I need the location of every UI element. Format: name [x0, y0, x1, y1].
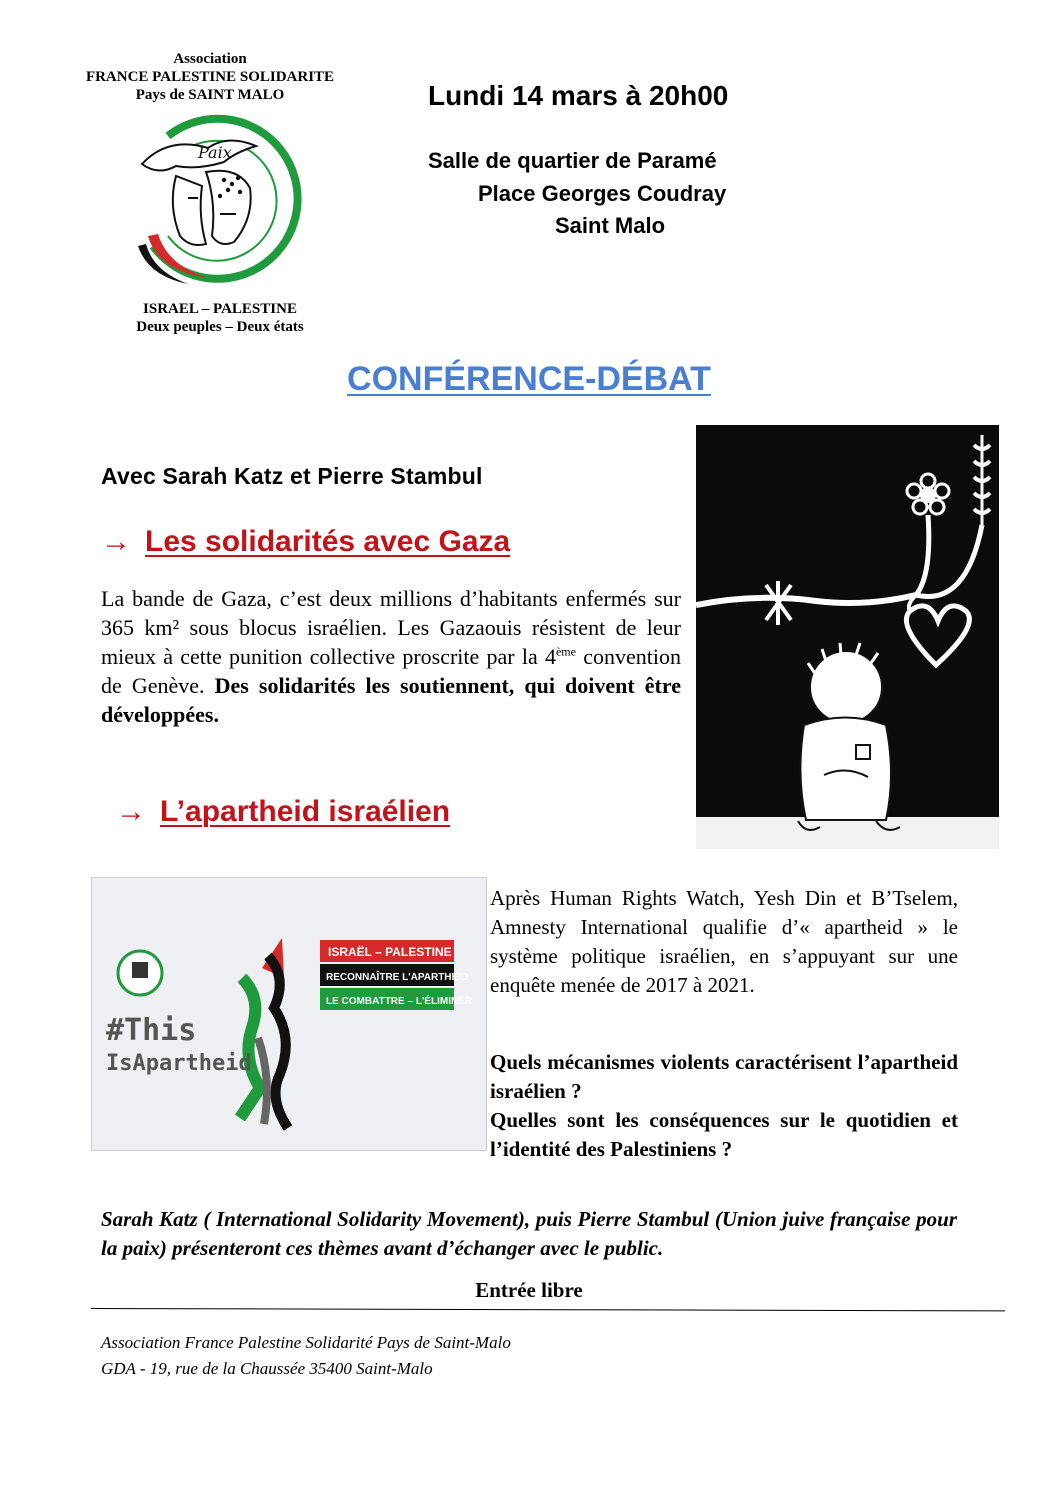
logo-footer-line: Deux peuples – Deux états — [136, 319, 304, 335]
section-heading-text: Les solidarités avec Gaza — [145, 525, 511, 558]
venue-line: Saint Malo — [555, 213, 666, 238]
page-title-text: CONFÉRENCE-DÉBAT — [347, 360, 711, 398]
poster-banner-line: LE COMBATTRE – L'ÉLIMINER — [326, 996, 473, 1007]
poster-hashtag-line: IsApartheid — [106, 1051, 252, 1076]
apartheid-paragraph: Après Human Rights Watch, Yesh Din et B’Tselem, Amnesty International qualifie d’« apartheid » le système politique israélien, en s’appuyant sur une enquête menée de 2017 à 2021. — [490, 886, 958, 997]
question: Quelles sont les conséquences sur le quotidien et l’identité des Palestiniens ? — [490, 1108, 958, 1161]
afps-logo-emblem — [128, 106, 306, 286]
page-title — [0, 360, 1058, 399]
footer — [101, 1330, 511, 1382]
superscript: ème — [555, 644, 576, 659]
question: Quels mécanismes violents caractérisent l’apartheid israélien ? — [490, 1050, 958, 1103]
poster-banner-line: RECONNAÎTRE L'APARTHEID — [326, 972, 469, 983]
gaza-text: convention de Genève. — [101, 644, 681, 698]
arrow-right-icon: → — [101, 525, 131, 558]
logo-footer — [120, 300, 320, 336]
closing-paragraph: Sarah Katz ( International Solidarity Movement), puis Pierre Stambul (Union juive française pour la paix) présenteront ces thèmes avant d’échanger avec le public. — [101, 1207, 957, 1260]
venue-line: Salle de quartier de Paramé — [428, 148, 717, 173]
entry-note: Entrée libre — [475, 1278, 583, 1302]
venue-line: Place Georges Coudray — [478, 181, 727, 206]
gaza-text: La bande de Gaza, c’est deux millions d’habitants enfermés sur 365 km² sous blocus israélien. Les Gazaouis résistent de leur mieux à cette punition collective proscrite par la 4 — [101, 586, 681, 669]
apartheid-questions — [490, 1048, 958, 1164]
this-is-apartheid-poster — [91, 877, 487, 1151]
section-heading-gaza — [101, 525, 510, 559]
logo-header-line: FRANCE PALESTINE SOLIDARITE — [85, 69, 335, 85]
poster-hashtag-line: #This — [106, 1013, 197, 1048]
gaza-paragraph — [101, 584, 681, 729]
logo-footer-line: ISRAEL – PALESTINE — [143, 301, 297, 317]
event-date: Lundi 14 mars à 20h00 — [428, 80, 729, 111]
logo-header-line: Association — [173, 51, 247, 67]
handala-illustration — [696, 425, 999, 849]
logo-header — [80, 50, 340, 104]
speakers-line: Avec Sarah Katz et Pierre Stambul — [101, 463, 483, 489]
footer-line: GDA - 19, rue de la Chaussée 35400 Saint-Malo — [101, 1359, 433, 1378]
poster-banner-line: ISRAËL – PALESTINE — [328, 945, 452, 959]
arrow-right-icon: → — [116, 795, 146, 828]
footer-line: Association France Palestine Solidarité Pays de Saint-Malo — [101, 1333, 511, 1352]
logo-emblem-word: Paix — [198, 143, 232, 162]
section-heading-apartheid — [116, 795, 450, 829]
footer-divider — [91, 1308, 1005, 1311]
logo-header-line: Pays de SAINT MALO — [135, 87, 285, 103]
section-heading-text: L’apartheid israélien — [160, 795, 451, 828]
gaza-text-bold: Des solidarités les soutiennent, qui doivent être développées. — [101, 673, 681, 727]
